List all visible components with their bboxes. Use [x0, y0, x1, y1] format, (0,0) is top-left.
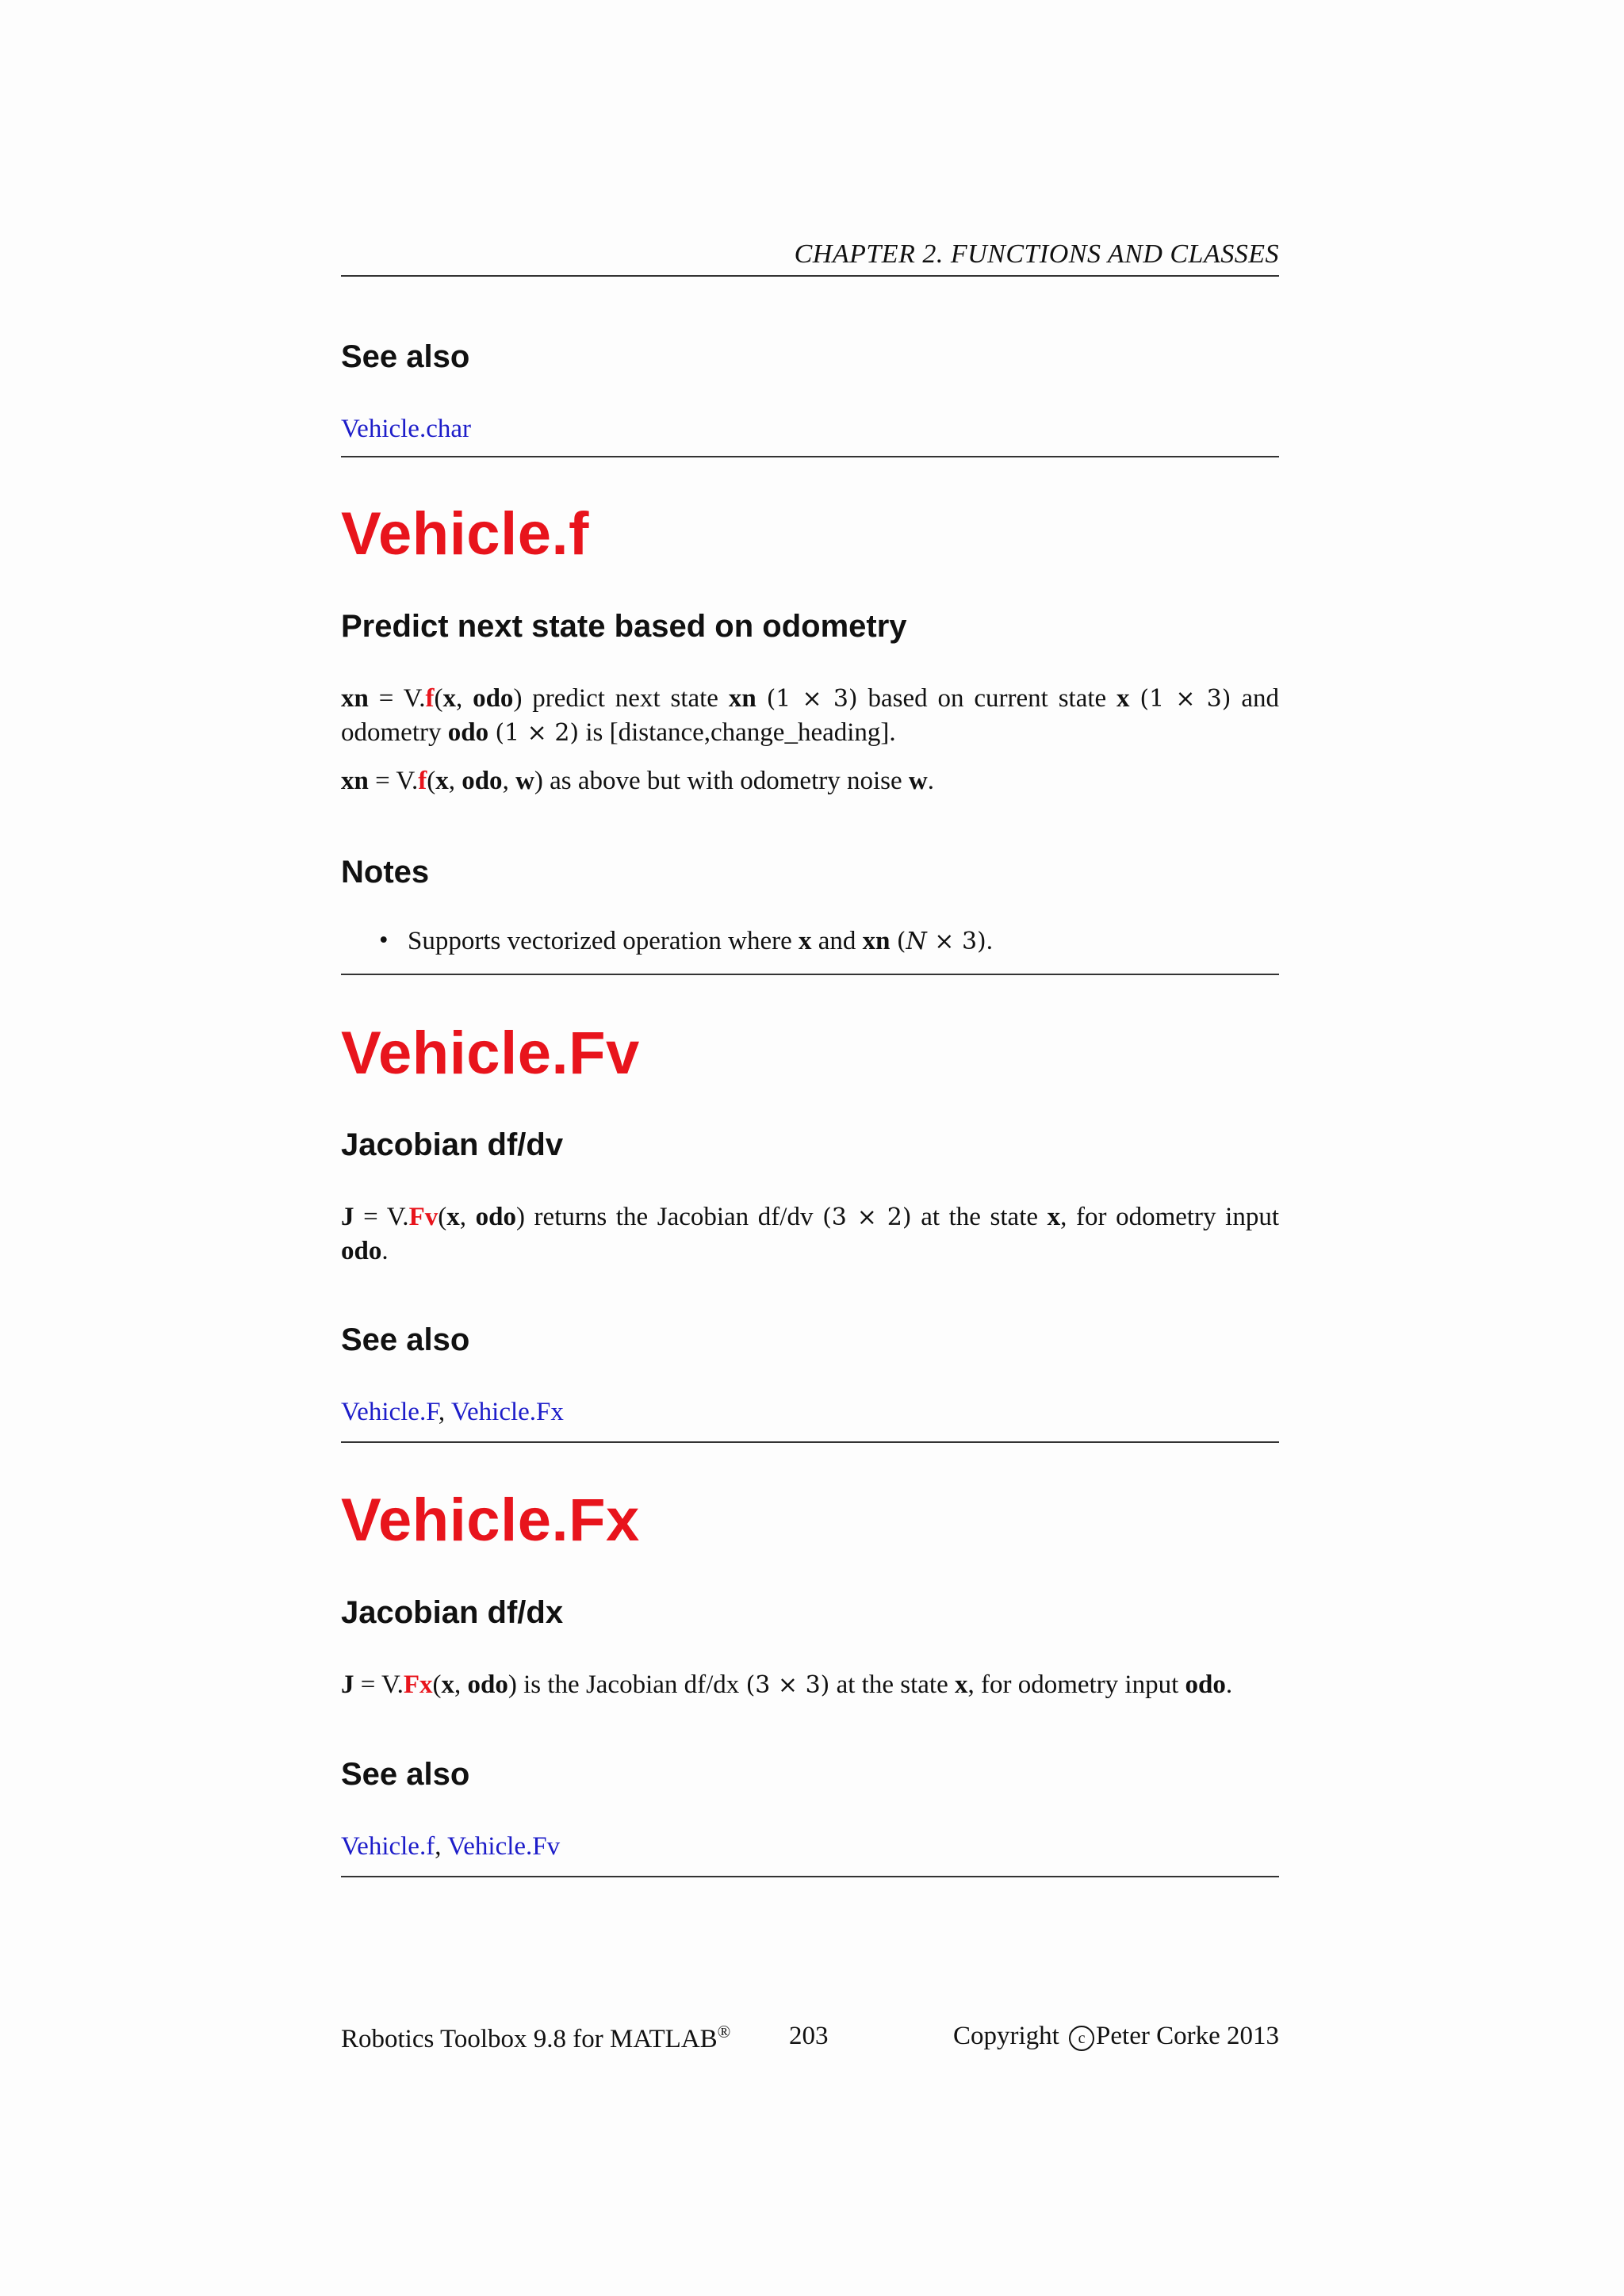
bullet-icon: • [379, 926, 389, 955]
running-head: CHAPTER 2. FUNCTIONS AND CLASSES [794, 239, 1279, 269]
page-number: 203 [789, 2022, 829, 2050]
see-also-heading: See also [341, 1757, 470, 1792]
section-subtitle: Jacobian df/dx [341, 1595, 564, 1630]
see-also-heading: See also [341, 339, 470, 374]
footer-copyright: Copyright c Peter Corke 2013 [952, 2022, 1279, 2050]
see-also-links: Vehicle.f, Vehicle.Fv [341, 1832, 561, 1861]
copyright-icon: c [1069, 2026, 1094, 2051]
header-rule [341, 275, 1279, 277]
note-item: Supports vectorized operation where x and xn (N × 3). [408, 927, 993, 955]
paragraph-f-usage-1: xn = V.f(x, odo) predict next state xn (1 × 3) based on current state x (1 × 3) and odometry odo (1 × 2) is [distance,change_heading]. [341, 684, 1279, 747]
see-also-heading: See also [341, 1322, 470, 1357]
section-rule [341, 974, 1279, 975]
section-subtitle: Jacobian df/dv [341, 1127, 564, 1162]
footer-title: Robotics Toolbox 9.8 for MATLAB® [341, 2022, 731, 2053]
link-vehicle-fv[interactable]: Vehicle.Fv [447, 1832, 561, 1861]
notes-heading: Notes [341, 855, 430, 890]
paragraph-f-usage-2: xn = V.f(x, odo, w) as above but with odometry noise w. [341, 767, 934, 795]
section-title-vehicle-f: Vehicle.f [341, 500, 589, 568]
section-subtitle: Predict next state based on odometry [341, 609, 907, 644]
link-vehicle-char[interactable]: Vehicle.char [341, 415, 471, 443]
link-vehicle-fx[interactable]: Vehicle.Fx [450, 1398, 564, 1426]
section-rule [341, 1876, 1279, 1877]
see-also-links [341, 412, 1279, 446]
paragraph-fx-usage: J = V.Fx(x, odo) is the Jacobian df/dx (3 × 3) at the state x, for odometry input odo. [341, 1670, 1233, 1699]
see-also-links: Vehicle.F, Vehicle.Fx [341, 1398, 564, 1426]
link-vehicle-f[interactable]: Vehicle.f [341, 1832, 435, 1861]
section-rule [341, 456, 1279, 457]
section-rule [341, 1441, 1279, 1443]
section-title-vehicle-fv: Vehicle.Fv [341, 1020, 640, 1087]
link-vehicle-F[interactable]: Vehicle.F [341, 1398, 439, 1426]
section-title-vehicle-fx: Vehicle.Fx [341, 1487, 640, 1554]
paragraph-fv-usage: J = V.Fv(x, odo) returns the Jacobian df/dv (3 × 2) at the state x, for odometry input odo. [341, 1203, 1279, 1265]
